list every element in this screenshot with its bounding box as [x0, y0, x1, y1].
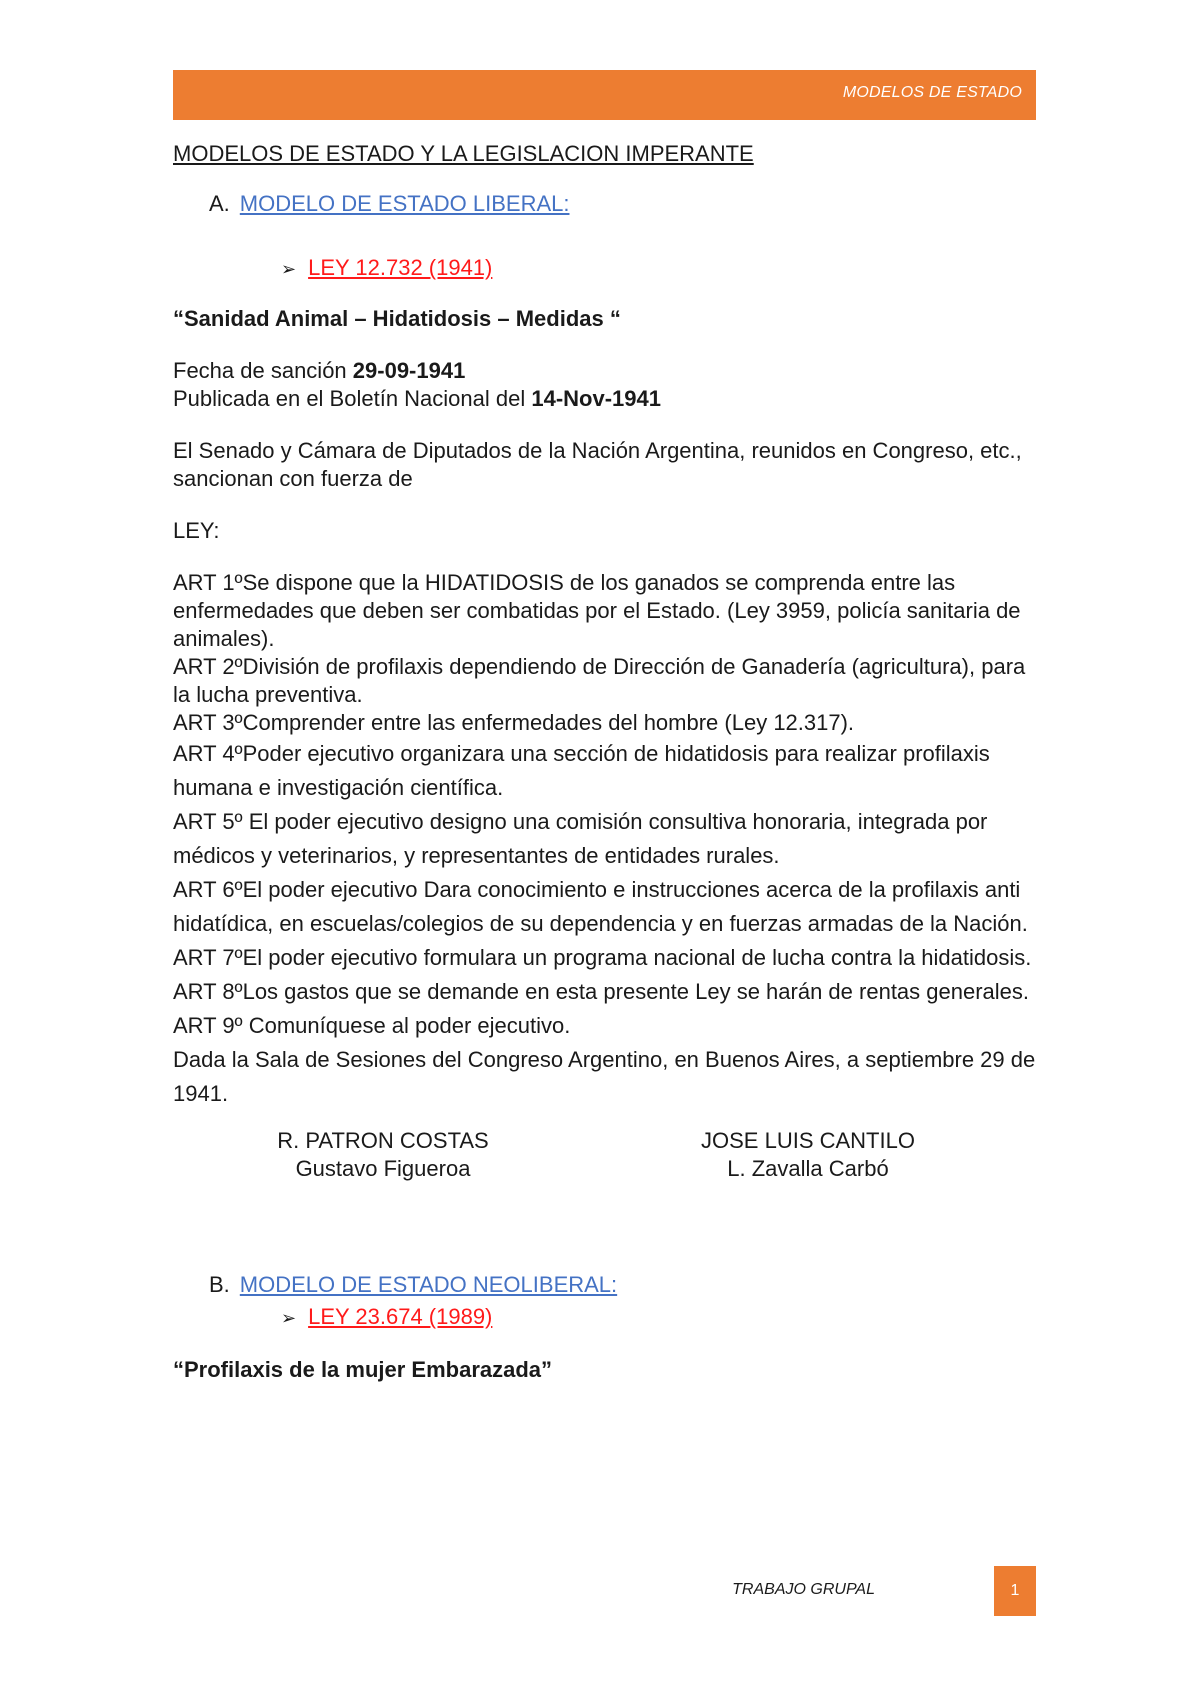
- sanction-line: [173, 357, 1043, 385]
- article-7: ART 7ºEl poder ejecutivo formulara un programa nacional de lucha contra la hidatidosis.: [173, 945, 1032, 970]
- section-a-letter: A.: [209, 191, 230, 216]
- arrow-bullet-icon: ➢: [281, 259, 297, 279]
- article-4: ART 4ºPoder ejecutivo organizara una sección de hidatidosis para realizar profilaxis humana e investigación científica.: [173, 741, 990, 800]
- signature-left-name-1: R. PATRON COSTAS: [277, 1128, 489, 1153]
- signature-right-name-2: L. Zavalla Carbó: [727, 1156, 889, 1181]
- section-a-subject: “Sanidad Animal – Hidatidosis – Medidas “: [173, 306, 621, 331]
- document-title: MODELOS DE ESTADO Y LA LEGISLACION IMPERANTE: [173, 141, 754, 166]
- article-1: ART 1ºSe dispone que la HIDATIDOSIS de los ganados se comprenda entre las enfermedades que deben ser combatidas por el Estado. (Ley 3959, policía sanitaria de animales).: [173, 570, 1021, 651]
- published-line: [173, 385, 1043, 413]
- signature-left-name-2: Gustavo Figueroa: [295, 1156, 471, 1181]
- signature-right-name-1: JOSE LUIS CANTILO: [701, 1128, 915, 1153]
- sanction-info: [173, 357, 1043, 413]
- section-a-law-line: [281, 254, 1043, 283]
- article-6: ART 6ºEl poder ejecutivo Dara conocimiento e instrucciones acerca de la profilaxis anti hidatídica, en escuelas/colegios de su dependencia y en fuerzas armadas de la Nación.: [173, 877, 1028, 936]
- document-body: [173, 140, 1043, 1384]
- articles-list: [173, 569, 1043, 1111]
- signature-right: [593, 1127, 1023, 1183]
- ley-label: LEY:: [173, 518, 220, 543]
- section-b-letter: B.: [209, 1272, 230, 1297]
- section-a-heading: [209, 190, 1043, 218]
- page-header-band: [173, 70, 1036, 120]
- section-b-subject: “Profilaxis de la mujer Embarazada”: [173, 1357, 553, 1382]
- signature-left: [173, 1127, 593, 1183]
- section-b-link[interactable]: MODELO DE ESTADO NEOLIBERAL:: [239, 1272, 618, 1297]
- closing-statement: Dada la Sala de Sesiones del Congreso Argentino, en Buenos Aires, a septiembre 29 de 1941.: [173, 1047, 1036, 1106]
- sanction-date: 29-09-1941: [352, 358, 466, 383]
- section-b-law-line: [281, 1303, 1043, 1332]
- published-date: 14-Nov-1941: [531, 386, 661, 411]
- section-b-heading: [209, 1271, 1043, 1299]
- footer-label: TRABAJO GRUPAL: [732, 1581, 875, 1598]
- article-2: ART 2ºDivisión de profilaxis dependiendo de Dirección de Ganadería (agricultura), para la lucha preventiva.: [173, 654, 1026, 707]
- arrow-bullet-icon: ➢: [281, 1308, 297, 1328]
- article-3: ART 3ºComprender entre las enfermedades del hombre (Ley 12.317).: [173, 710, 855, 735]
- section-b-law-link[interactable]: LEY 23.674 (1989): [308, 1304, 493, 1329]
- preamble: El Senado y Cámara de Diputados de la Nación Argentina, reunidos en Congreso, etc., sancionan con fuerza de: [173, 438, 1022, 491]
- section-a-law-link[interactable]: LEY 12.732 (1941): [308, 255, 493, 280]
- published-label: Publicada en el Boletín Nacional del: [173, 386, 532, 411]
- article-9: ART 9º Comuníquese al poder ejecutivo.: [173, 1013, 571, 1038]
- sanction-label: Fecha de sanción: [173, 358, 353, 383]
- header-title: MODELOS DE ESTADO: [842, 84, 1022, 101]
- article-8: ART 8ºLos gastos que se demande en esta presente Ley se harán de rentas generales.: [173, 979, 1030, 1004]
- page-number: 1: [994, 1566, 1036, 1616]
- article-5: ART 5º El poder ejecutivo designo una comisión consultiva honoraria, integrada por médicos y veterinarios, y representantes de entidades rurales.: [173, 809, 988, 868]
- section-a-link[interactable]: MODELO DE ESTADO LIBERAL:: [239, 191, 570, 216]
- signatures-block: [173, 1127, 1043, 1183]
